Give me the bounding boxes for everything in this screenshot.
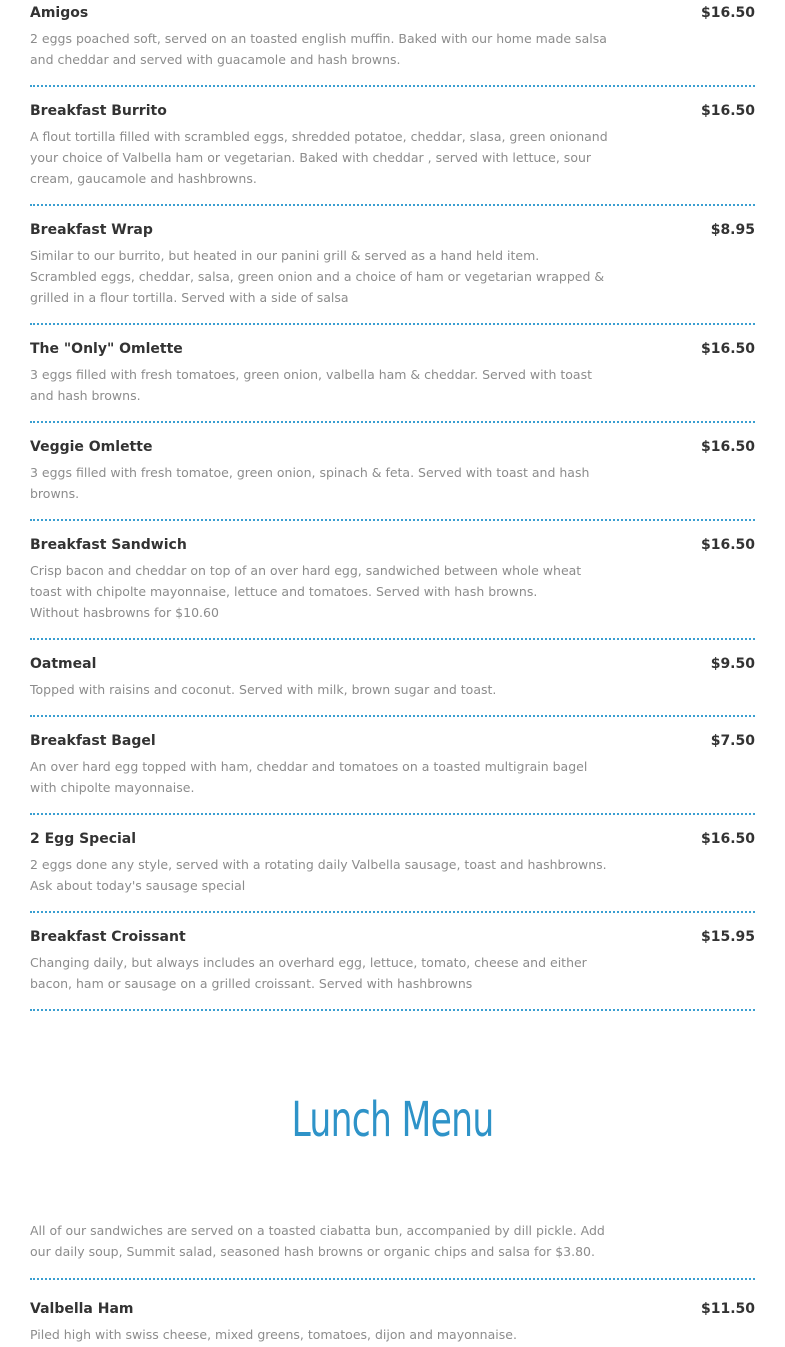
item-price: $16.50 (700, 103, 755, 119)
menu-item-breakfast-croissant (30, 913, 755, 1011)
menu-item-valbella-ham (30, 1296, 755, 1345)
item-price: $9.50 (710, 656, 755, 672)
item-price: $7.50 (710, 733, 755, 749)
lunch-intro-text: All of our sandwiches are served on a toasted ciabatta bun, accompanied by dill pickle. Add our daily soup, Summit salad, seasoned hash browns or organic chips and salsa for $3.80. (30, 1223, 605, 1259)
lunch-menu-heading: Lunch Menu (291, 1092, 494, 1148)
menu-item-amigos (30, 0, 755, 87)
item-name: Valbella Ham (30, 1301, 134, 1317)
item-price: $16.50 (700, 537, 755, 553)
item-name: Breakfast Burrito (30, 103, 167, 119)
lunch-intro (30, 1220, 755, 1280)
item-name: The "Only" Omlette (30, 341, 183, 357)
item-name: Breakfast Wrap (30, 222, 153, 238)
item-description: Piled high with swiss cheese, mixed greens, tomatoes, dijon and mayonnaise. (30, 1327, 517, 1342)
item-description: A flout tortilla filled with scrambled eggs, shredded potatoe, cheddar, slasa, green onionand your choice of Valbella ham or vegetarian. Baked with cheddar , served with lettuce, sour cream, gaucamole and hashbrowns. (30, 129, 608, 186)
item-price: $11.50 (700, 1301, 755, 1317)
breakfast-menu (30, 0, 755, 1011)
menu-item-breakfast-wrap (30, 206, 755, 325)
item-description: Topped with raisins and coconut. Served with milk, brown sugar and toast. (30, 682, 497, 697)
item-description: Changing daily, but always includes an overhard egg, lettuce, tomato, cheese and either bacon, ham or sausage on a grilled croissant. Served with hashbrowns (30, 955, 587, 991)
item-description: An over hard egg topped with ham, cheddar and tomatoes on a toasted multigrain bagel with chipolte mayonnaise. (30, 759, 588, 795)
item-name: Breakfast Bagel (30, 733, 156, 749)
menu-item-breakfast-sandwich (30, 521, 755, 640)
item-name: 2 Egg Special (30, 831, 137, 847)
item-name: Amigos (30, 5, 89, 21)
item-price: $16.50 (700, 5, 755, 21)
item-name: Breakfast Croissant (30, 929, 186, 945)
item-description: 3 eggs filled with fresh tomatoe, green onion, spinach & feta. Served with toast and hash browns. (30, 465, 590, 501)
item-description: Crisp bacon and cheddar on top of an over hard egg, sandwiched between whole wheat toast with chipolte mayonnaise, lettuce and tomatoes. Served with hash browns. Without hasbrowns for $10.60 (30, 563, 582, 620)
item-price: $8.95 (710, 222, 755, 238)
menu-item-oatmeal (30, 640, 755, 717)
item-description: Similar to our burrito, but heated in our panini grill & served as a hand held item. Scrambled eggs, cheddar, salsa, green onion and a choice of ham or vegetarian wrapped & grilled in a flour tortilla. Served with a side of salsa (30, 248, 605, 305)
item-description: 2 eggs done any style, served with a rotating daily Valbella sausage, toast and hashbrowns. Ask about today's sausage special (30, 857, 607, 893)
menu-item-only-omlette (30, 325, 755, 423)
menu-item-veggie-omlette (30, 423, 755, 521)
menu-item-2-egg-special (30, 815, 755, 913)
item-price: $15.95 (700, 929, 755, 945)
menu-item-breakfast-burrito (30, 87, 755, 206)
item-price: $16.50 (700, 341, 755, 357)
item-name: Breakfast Sandwich (30, 537, 187, 553)
item-name: Oatmeal (30, 656, 97, 672)
menu-item-breakfast-bagel (30, 717, 755, 815)
item-description: 3 eggs filled with fresh tomatoes, green onion, valbella ham & cheddar. Served with toast and hash browns. (30, 367, 592, 403)
item-price: $16.50 (700, 439, 755, 455)
item-description: 2 eggs poached soft, served on an toasted english muffin. Baked with our home made salsa and cheddar and served with guacamole and hash browns. (30, 31, 607, 67)
item-price: $16.50 (700, 831, 755, 847)
item-name: Veggie Omlette (30, 439, 153, 455)
